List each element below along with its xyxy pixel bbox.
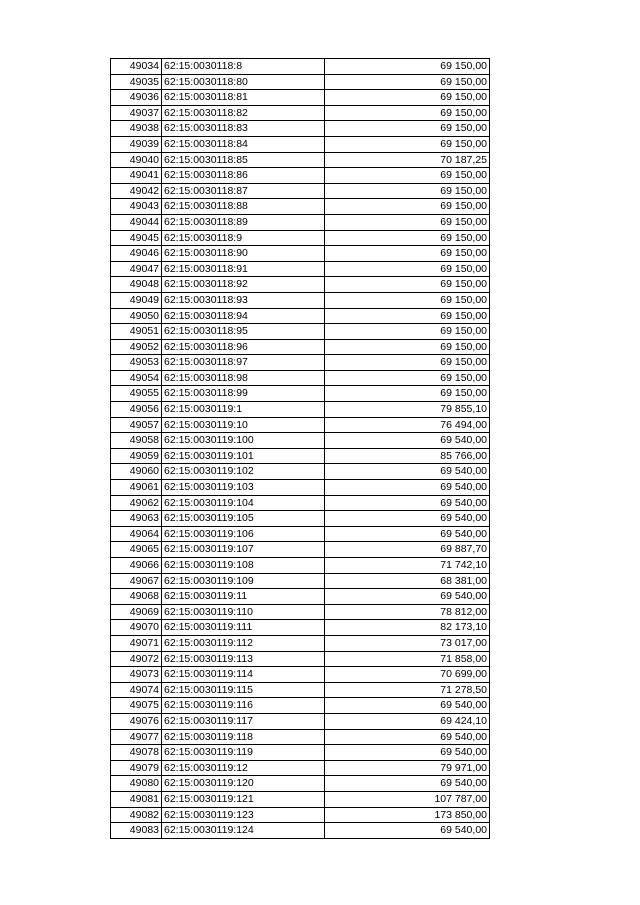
row-number-cell: 49079: [111, 760, 162, 776]
cadastral-value-cell: 69 540,00: [325, 480, 490, 496]
row-number-cell: 49037: [111, 105, 162, 121]
table-row: [111, 417, 490, 433]
table-row: [111, 308, 490, 324]
cadastral-value-cell: 69 150,00: [325, 199, 490, 215]
table-row: [111, 589, 490, 605]
row-number-cell: 49078: [111, 745, 162, 761]
cadastral-number-cell: 62:15:0030119:113: [162, 651, 325, 667]
row-number-cell: 49064: [111, 526, 162, 542]
table-row: [111, 324, 490, 340]
table-row: [111, 511, 490, 527]
row-number-cell: 49035: [111, 74, 162, 90]
cadastral-value-cell: 71 858,00: [325, 651, 490, 667]
cadastral-number-cell: 62:15:0030118:96: [162, 339, 325, 355]
cadastral-number-cell: 62:15:0030119:100: [162, 433, 325, 449]
row-number-cell: 49083: [111, 823, 162, 839]
table-row: [111, 698, 490, 714]
cadastral-value-cell: 69 540,00: [325, 745, 490, 761]
row-number-cell: 49036: [111, 90, 162, 106]
table-row: [111, 105, 490, 121]
cadastral-number-cell: 62:15:0030118:81: [162, 90, 325, 106]
table-row: [111, 620, 490, 636]
cadastral-value-cell: 69 540,00: [325, 464, 490, 480]
table-row: [111, 152, 490, 168]
cadastral-value-cell: 69 150,00: [325, 183, 490, 199]
cadastral-number-cell: 62:15:0030118:9: [162, 230, 325, 246]
table-row: [111, 168, 490, 184]
cadastral-value-cell: 69 150,00: [325, 74, 490, 90]
row-number-cell: 49073: [111, 667, 162, 683]
row-number-cell: 49041: [111, 168, 162, 184]
cadastral-number-cell: 62:15:0030119:111: [162, 620, 325, 636]
cadastral-number-cell: 62:15:0030119:109: [162, 573, 325, 589]
table-row: [111, 59, 490, 75]
cadastral-number-cell: 62:15:0030118:86: [162, 168, 325, 184]
cadastral-value-cell: 71 278,50: [325, 682, 490, 698]
row-number-cell: 49076: [111, 713, 162, 729]
cadastral-number-cell: 62:15:0030119:10: [162, 417, 325, 433]
cadastral-value-cell: 69 887,70: [325, 542, 490, 558]
cadastral-number-cell: 62:15:0030118:84: [162, 136, 325, 152]
cadastral-value-cell: 69 150,00: [325, 292, 490, 308]
table-row: [111, 261, 490, 277]
table-row: [111, 136, 490, 152]
table-row: [111, 386, 490, 402]
cadastral-value-cell: 82 173,10: [325, 620, 490, 636]
cadastral-number-cell: 62:15:0030118:94: [162, 308, 325, 324]
cadastral-value-cell: 69 150,00: [325, 308, 490, 324]
table-row: [111, 230, 490, 246]
table-row: [111, 277, 490, 293]
cadastral-value-cell: 69 540,00: [325, 526, 490, 542]
cadastral-value-cell: 69 540,00: [325, 729, 490, 745]
cadastral-value-cell: 69 540,00: [325, 433, 490, 449]
table-row: [111, 183, 490, 199]
cadastral-value-cell: 69 150,00: [325, 324, 490, 340]
table-row: [111, 682, 490, 698]
row-number-cell: 49057: [111, 417, 162, 433]
table-row: [111, 246, 490, 262]
cadastral-number-cell: 62:15:0030119:110: [162, 604, 325, 620]
cadastral-number-cell: 62:15:0030118:99: [162, 386, 325, 402]
row-number-cell: 49038: [111, 121, 162, 137]
table-row: [111, 635, 490, 651]
cadastral-number-cell: 62:15:0030119:124: [162, 823, 325, 839]
row-number-cell: 49051: [111, 324, 162, 340]
cadastral-value-cell: 69 540,00: [325, 823, 490, 839]
cadastral-number-cell: 62:15:0030119:115: [162, 682, 325, 698]
table-row: [111, 448, 490, 464]
cadastral-value-cell: 79 971,00: [325, 760, 490, 776]
cadastral-value-cell: 71 742,10: [325, 558, 490, 574]
row-number-cell: 49043: [111, 199, 162, 215]
table-row: [111, 292, 490, 308]
cadastral-number-cell: 62:15:0030118:89: [162, 214, 325, 230]
cadastral-value-cell: 70 187,25: [325, 152, 490, 168]
table-row: [111, 402, 490, 418]
cadastral-number-cell: 62:15:0030119:121: [162, 791, 325, 807]
cadastral-number-cell: 62:15:0030119:114: [162, 667, 325, 683]
cadastral-value-cell: 69 540,00: [325, 589, 490, 605]
row-number-cell: 49075: [111, 698, 162, 714]
table-row: [111, 214, 490, 230]
table-row: [111, 74, 490, 90]
cadastral-number-cell: 62:15:0030119:11: [162, 589, 325, 605]
row-number-cell: 49045: [111, 230, 162, 246]
table-row: [111, 526, 490, 542]
cadastral-value-cell: 73 017,00: [325, 635, 490, 651]
row-number-cell: 49065: [111, 542, 162, 558]
row-number-cell: 49072: [111, 651, 162, 667]
row-number-cell: 49042: [111, 183, 162, 199]
cadastral-number-cell: 62:15:0030118:95: [162, 324, 325, 340]
row-number-cell: 49055: [111, 386, 162, 402]
cadastral-number-cell: 62:15:0030118:8: [162, 59, 325, 75]
cadastral-value-cell: 69 150,00: [325, 90, 490, 106]
row-number-cell: 49052: [111, 339, 162, 355]
cadastral-value-cell: 79 855,10: [325, 402, 490, 418]
cadastral-value-cell: 69 150,00: [325, 355, 490, 371]
cadastral-number-cell: 62:15:0030118:93: [162, 292, 325, 308]
table-row: [111, 729, 490, 745]
table-row: [111, 760, 490, 776]
cadastral-number-cell: 62:15:0030118:97: [162, 355, 325, 371]
cadastral-value-cell: 69 540,00: [325, 495, 490, 511]
cadastral-value-cell: 68 381,00: [325, 573, 490, 589]
cadastral-number-cell: 62:15:0030119:103: [162, 480, 325, 496]
cadastral-value-cell: 69 540,00: [325, 511, 490, 527]
table-row: [111, 370, 490, 386]
cadastral-number-cell: 62:15:0030118:90: [162, 246, 325, 262]
row-number-cell: 49081: [111, 791, 162, 807]
table-row: [111, 776, 490, 792]
table-body: [111, 59, 490, 839]
cadastral-value-cell: 69 150,00: [325, 230, 490, 246]
cadastral-number-cell: 62:15:0030119:120: [162, 776, 325, 792]
table-row: [111, 355, 490, 371]
cadastral-value-cell: 69 150,00: [325, 370, 490, 386]
table-row: [111, 667, 490, 683]
cadastral-number-cell: 62:15:0030119:1: [162, 402, 325, 418]
row-number-cell: 49039: [111, 136, 162, 152]
row-number-cell: 49068: [111, 589, 162, 605]
cadastral-value-cell: 69 424,10: [325, 713, 490, 729]
cadastral-number-cell: 62:15:0030119:104: [162, 495, 325, 511]
cadastral-number-cell: 62:15:0030118:82: [162, 105, 325, 121]
cadastral-value-cell: 69 150,00: [325, 105, 490, 121]
row-number-cell: 49040: [111, 152, 162, 168]
table-row: [111, 121, 490, 137]
row-number-cell: 49069: [111, 604, 162, 620]
row-number-cell: 49066: [111, 558, 162, 574]
cadastral-number-cell: 62:15:0030118:83: [162, 121, 325, 137]
table-row: [111, 573, 490, 589]
row-number-cell: 49059: [111, 448, 162, 464]
cadastral-value-cell: 69 150,00: [325, 261, 490, 277]
cadastral-number-cell: 62:15:0030119:102: [162, 464, 325, 480]
cadastral-number-cell: 62:15:0030118:98: [162, 370, 325, 386]
cadastral-number-cell: 62:15:0030119:12: [162, 760, 325, 776]
row-number-cell: 49044: [111, 214, 162, 230]
cadastral-number-cell: 62:15:0030118:91: [162, 261, 325, 277]
cadastral-number-cell: 62:15:0030119:119: [162, 745, 325, 761]
cadastral-number-cell: 62:15:0030119:112: [162, 635, 325, 651]
table-row: [111, 604, 490, 620]
row-number-cell: 49056: [111, 402, 162, 418]
cadastral-number-cell: 62:15:0030118:80: [162, 74, 325, 90]
row-number-cell: 49034: [111, 59, 162, 75]
row-number-cell: 49061: [111, 480, 162, 496]
cadastral-value-cell: 78 812,00: [325, 604, 490, 620]
cadastral-value-cell: 69 150,00: [325, 339, 490, 355]
table-row: [111, 339, 490, 355]
cadastral-number-cell: 62:15:0030119:123: [162, 807, 325, 823]
cadastral-value-cell: 76 494,00: [325, 417, 490, 433]
row-number-cell: 49046: [111, 246, 162, 262]
row-number-cell: 49049: [111, 292, 162, 308]
row-number-cell: 49074: [111, 682, 162, 698]
table-row: [111, 464, 490, 480]
cadastral-value-cell: 69 540,00: [325, 776, 490, 792]
row-number-cell: 49071: [111, 635, 162, 651]
row-number-cell: 49047: [111, 261, 162, 277]
cadastral-value-cell: 107 787,00: [325, 791, 490, 807]
cadastral-number-cell: 62:15:0030119:116: [162, 698, 325, 714]
table-row: [111, 480, 490, 496]
table-row: [111, 651, 490, 667]
cadastral-value-cell: 69 150,00: [325, 121, 490, 137]
table-row: [111, 791, 490, 807]
row-number-cell: 49048: [111, 277, 162, 293]
cadastral-value-cell: 69 150,00: [325, 246, 490, 262]
cadastral-number-cell: 62:15:0030119:108: [162, 558, 325, 574]
row-number-cell: 49054: [111, 370, 162, 386]
cadastral-number-cell: 62:15:0030119:107: [162, 542, 325, 558]
row-number-cell: 49067: [111, 573, 162, 589]
row-number-cell: 49062: [111, 495, 162, 511]
table-row: [111, 433, 490, 449]
table-row: [111, 713, 490, 729]
table-row: [111, 542, 490, 558]
table-row: [111, 807, 490, 823]
row-number-cell: 49070: [111, 620, 162, 636]
row-number-cell: 49082: [111, 807, 162, 823]
cadastral-value-cell: 69 540,00: [325, 698, 490, 714]
cadastral-number-cell: 62:15:0030118:88: [162, 199, 325, 215]
cadastral-value-cell: 85 766,00: [325, 448, 490, 464]
table-row: [111, 90, 490, 106]
row-number-cell: 49058: [111, 433, 162, 449]
row-number-cell: 49050: [111, 308, 162, 324]
row-number-cell: 49053: [111, 355, 162, 371]
cadastral-value-table: [110, 58, 490, 839]
row-number-cell: 49060: [111, 464, 162, 480]
cadastral-number-cell: 62:15:0030119:117: [162, 713, 325, 729]
cadastral-value-cell: 70 699,00: [325, 667, 490, 683]
cadastral-value-cell: 69 150,00: [325, 59, 490, 75]
cadastral-number-cell: 62:15:0030118:85: [162, 152, 325, 168]
row-number-cell: 49077: [111, 729, 162, 745]
table-row: [111, 558, 490, 574]
cadastral-number-cell: 62:15:0030119:118: [162, 729, 325, 745]
table-row: [111, 495, 490, 511]
cadastral-number-cell: 62:15:0030119:106: [162, 526, 325, 542]
row-number-cell: 49080: [111, 776, 162, 792]
cadastral-value-cell: 69 150,00: [325, 136, 490, 152]
table-row: [111, 199, 490, 215]
row-number-cell: 49063: [111, 511, 162, 527]
table-row: [111, 823, 490, 839]
cadastral-value-cell: 69 150,00: [325, 277, 490, 293]
cadastral-value-cell: 69 150,00: [325, 168, 490, 184]
cadastral-number-cell: 62:15:0030118:92: [162, 277, 325, 293]
cadastral-value-cell: 69 150,00: [325, 214, 490, 230]
cadastral-value-cell: 173 850,00: [325, 807, 490, 823]
cadastral-value-cell: 69 150,00: [325, 386, 490, 402]
cadastral-number-cell: 62:15:0030119:101: [162, 448, 325, 464]
cadastral-number-cell: 62:15:0030118:87: [162, 183, 325, 199]
table-row: [111, 745, 490, 761]
cadastral-number-cell: 62:15:0030119:105: [162, 511, 325, 527]
